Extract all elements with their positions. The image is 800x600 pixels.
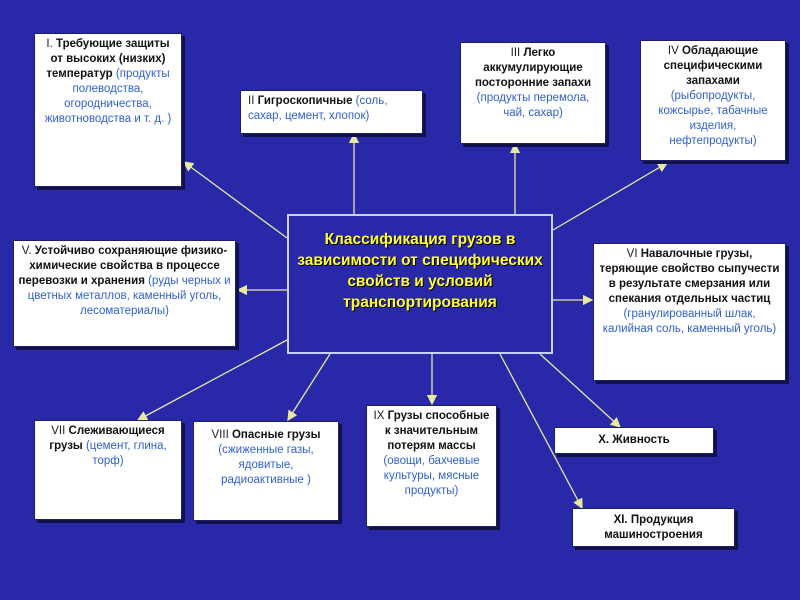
category-10-title: Живность (612, 434, 670, 446)
category-6-prefix: VI (626, 248, 641, 260)
category-4-title: Обладающие специфическими запахами (663, 45, 763, 87)
category-6-box (593, 243, 786, 381)
central-title: Классификация грузов в зависимости от специфических свойств и условий транспортирования (297, 231, 543, 311)
category-8-title: Опасные грузы (231, 429, 321, 441)
category-4-box (640, 40, 786, 161)
category-9-detail: (овощи, бахчевые культуры, мясные продукты) (383, 455, 480, 497)
category-5-box (13, 240, 236, 347)
category-1-detail: (продукты полеводства, огородничества, животноводства и т. д. ) (44, 68, 172, 125)
category-11-box (572, 508, 735, 547)
category-5-detail: (руды черных и цветных металлов, каменный уголь, лесоматериалы) (27, 275, 231, 317)
category-3-prefix: III (510, 47, 524, 59)
category-2-title: Гигроскопичные (257, 95, 353, 107)
category-9-box (366, 405, 497, 527)
arrow-to-c4 (553, 163, 667, 230)
category-2-detail: (соль, сахар, цемент, хлопок) (248, 95, 388, 122)
category-1-title: Требующие защиты от высоких (низких) температур (46, 38, 170, 80)
category-1-prefix: I. (46, 38, 56, 50)
category-5-title: Устойчиво сохраняющие физико-химические свойства в процессе перевозки и хранения (18, 245, 228, 287)
arrow-to-c8 (288, 354, 330, 420)
central-title-box (287, 214, 553, 354)
category-6-title: Навалочные грузы, теряющие свойство сыпучести в результате смерзания или спекания отдельных частиц (599, 248, 780, 305)
arrow-to-c7 (138, 340, 287, 420)
category-7-prefix: VII (51, 425, 69, 437)
category-7-box (34, 420, 182, 520)
category-8-detail: (сжиженные газы, ядовитые, радиоактивные ) (218, 444, 314, 486)
category-4-prefix: IV (667, 45, 682, 57)
category-9-title: Грузы способные к значительным потерям массы (384, 410, 490, 452)
category-11-prefix: XI. (613, 514, 631, 526)
category-5-prefix: V. (21, 245, 35, 257)
category-1-box (34, 33, 182, 187)
category-6-detail: (гранулированный шлак, калийная соль, каменный уголь) (602, 308, 777, 335)
category-3-box (460, 42, 606, 144)
category-8-prefix: VIII (211, 429, 232, 441)
category-2-prefix: II (248, 95, 258, 107)
category-10-box (554, 427, 714, 454)
category-3-detail: (продукты перемола, чай, сахар) (476, 92, 590, 119)
category-7-detail: (цемент, глина, торф) (85, 440, 167, 467)
category-4-detail: (рыбопродукты, кожсырье, табачные изделия, нефтепродукты) (658, 90, 768, 147)
category-11-title: Продукция машиностроения (604, 514, 703, 541)
category-7-title: Слеживающиеся грузы (49, 425, 165, 452)
category-10-prefix: X. (598, 434, 613, 446)
category-9-prefix: IX (373, 410, 388, 422)
category-8-box (193, 421, 339, 521)
category-3-title: Легко аккумулирующие посторонние запахи (474, 47, 592, 89)
category-2-box (240, 90, 423, 134)
arrow-to-c1 (184, 162, 287, 238)
